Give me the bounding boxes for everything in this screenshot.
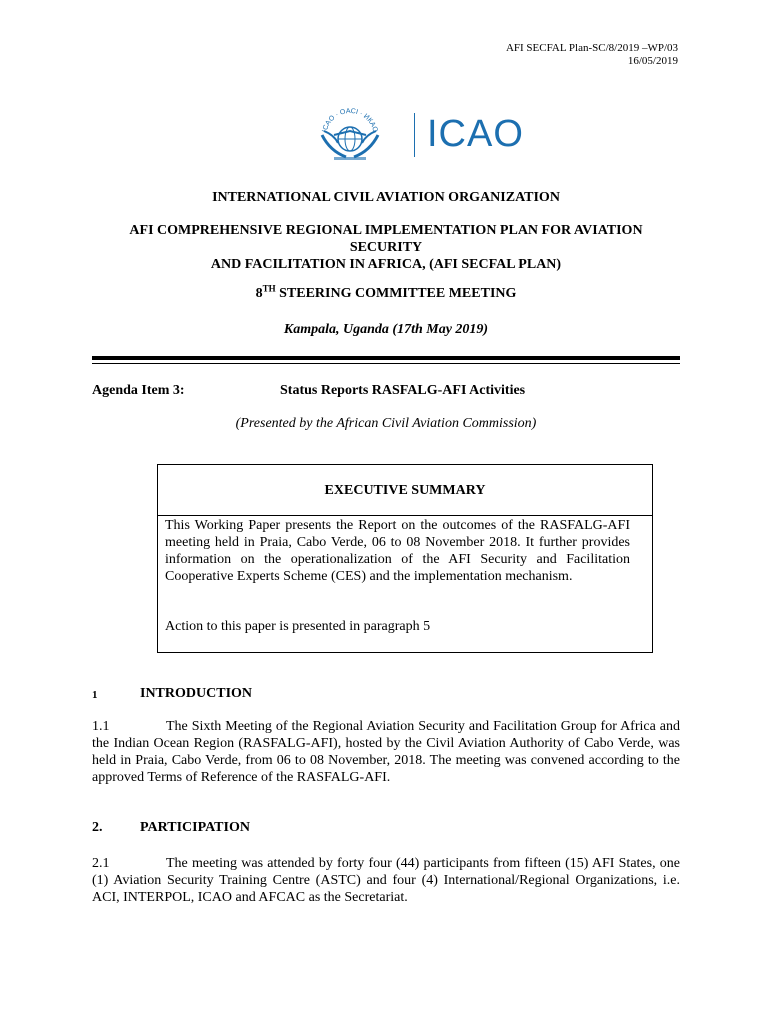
section-number: 1 [92,689,98,701]
summary-divider [158,515,652,516]
meeting-ordinal: TH [262,283,276,294]
logo-divider [414,113,415,157]
paragraph-1-1 [92,718,680,786]
section-number: 2. [92,820,103,835]
reference-date: 16/05/2019 [627,55,678,67]
plan-title-line: AND FACILITATION IN AFRICA, (AFI SECFAL PLAN) [210,257,562,272]
paragraph-number: 1.1 [92,719,110,734]
plan-title-line: AFI COMPREHENSIVE REGIONAL IMPLEMENTATION PLAN FOR AVIATION [129,223,643,238]
icao-wordmark: ICAO [427,113,524,155]
agenda-label: Agenda Item 3: [92,383,185,398]
paragraph-2-1 [92,855,680,906]
meeting-location: Kampala, Uganda (17th May 2019) [283,322,489,337]
plan-title-line: SECURITY [349,240,423,255]
emblem-text: ICAO · OACI · ИКАО [321,107,379,134]
heading-rule-thin [92,363,680,364]
paragraph-number: 2.1 [92,856,110,871]
meeting-name: STEERING COMMITTEE MEETING [275,286,517,301]
executive-summary-text: This Working Paper presents the Report on the outcomes of the RASFALG-AFI meeting held in Praia, Cabo Verde, 06 to 08 November 2018. It further provides information on the operationalization of the AFI Security and Facilitation Cooperative Experts Scheme (CES) and the implementation mechanism. [165,518,630,584]
document-reference [506,42,678,68]
meeting-number: 8 [255,286,263,301]
paragraph-text: The Sixth Meeting of the Regional Aviation Security and Facilitation Group for Africa and the Indian Ocean Region (RASFALG-AFI), hosted by the Civil Aviation Authority of Cabo Verde, was held in Praia, Cabo Verde, from 06 to 08 November, 2018. The meeting was convened according to the approved Terms of Reference of the RASFALG-AFI. [92,719,680,785]
executive-summary-box [157,464,653,653]
meeting-title [92,283,680,302]
action-statement: Action to this paper is presented in paragraph 5 [165,619,431,634]
plan-title [92,222,680,273]
organization-title: INTERNATIONAL CIVIL AVIATION ORGANIZATION [212,190,560,205]
section-heading-participation: PARTICIPATION [140,820,250,835]
heading-rule [92,356,680,360]
executive-summary-heading: EXECUTIVE SUMMARY [324,483,486,498]
agenda-title: Status Reports RASFALG-AFI Activities [280,383,526,398]
presenter-line: (Presented by the African Civil Aviation Commission) [235,416,537,431]
section-heading-introduction: INTRODUCTION [140,686,253,701]
reference-number: AFI SECFAL Plan-SC/8/2019 –WP/03 [505,42,678,54]
paragraph-text: The meeting was attended by forty four (44) participants from fifteen (15) AFI States, one (1) Aviation Security Training Centre (ASTC) and four (4) International/Regional Organizations, i.e. ACI, INTERPOL, ICAO and AFCAC as the Secretariat. [92,856,680,905]
svg-text:ICAO · OACI · ИКАО [322,108,379,134]
